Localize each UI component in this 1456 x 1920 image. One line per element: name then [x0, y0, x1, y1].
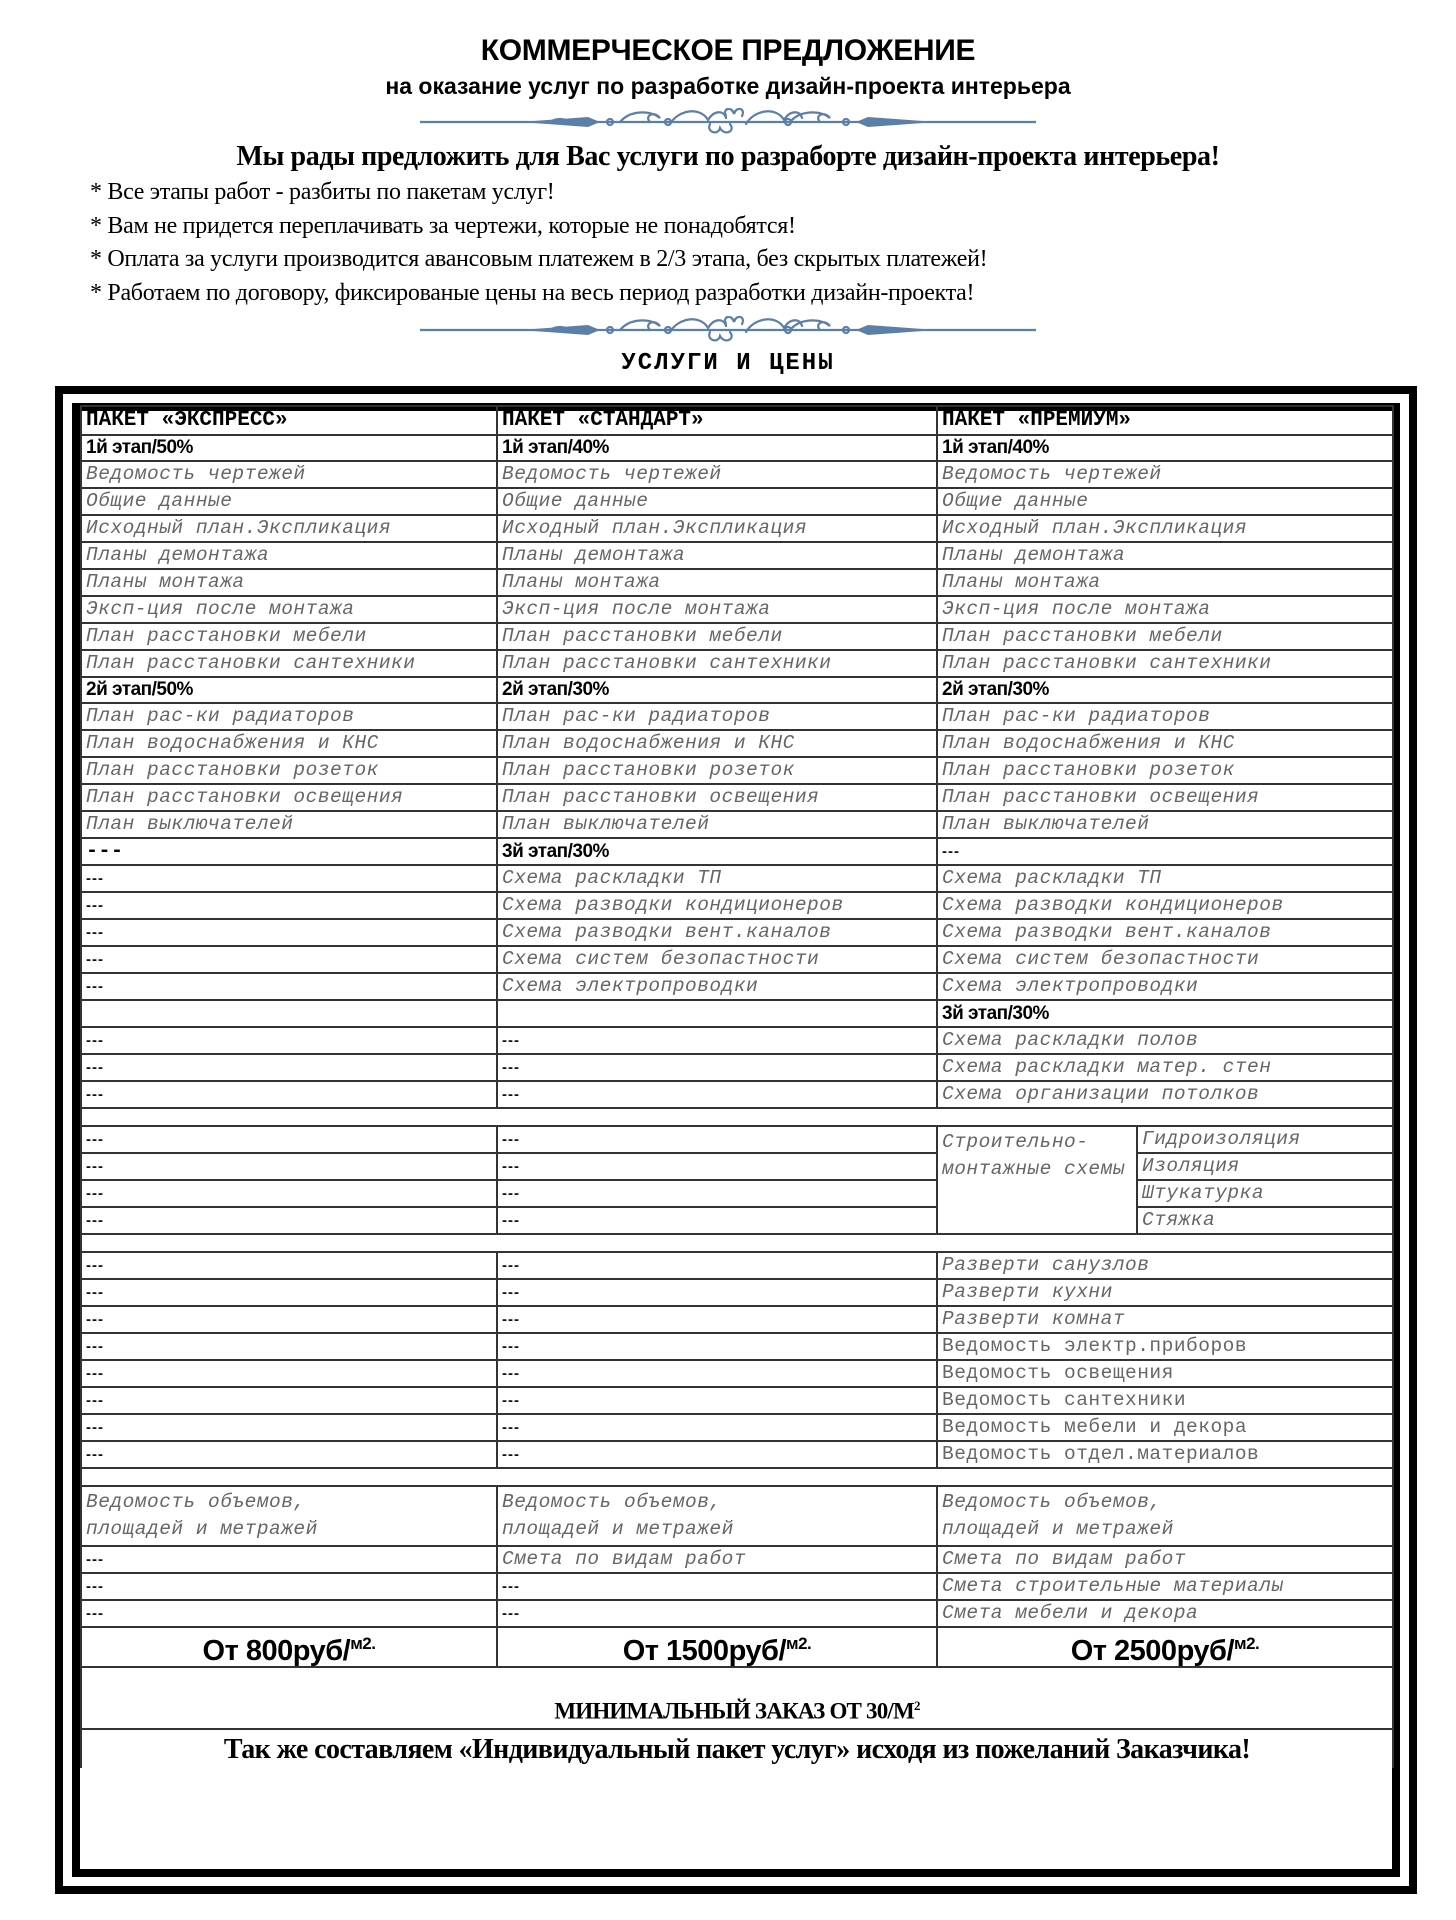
empty-marker: --- [81, 865, 497, 892]
table-row [81, 515, 1393, 542]
price-value: От 2500руб/ [1070, 1634, 1234, 1667]
spacer-cell [81, 1468, 1393, 1486]
table-row [81, 542, 1393, 569]
table-cell: План выключателей [81, 811, 497, 838]
table-cell: Эксп-ция после монтажа [497, 596, 937, 623]
table-row [81, 865, 1393, 892]
empty-marker: --- [81, 1081, 497, 1108]
table-row [81, 1441, 1393, 1468]
package-express-header: ПАКЕТ «ЭКСПРЕСС» [81, 406, 497, 435]
table-row [81, 946, 1393, 973]
table-cell: Изоляция [1137, 1153, 1393, 1180]
table-cell [497, 1486, 937, 1546]
table-cell: План расстановки розеток [81, 757, 497, 784]
empty-marker: --- [81, 1252, 497, 1279]
min-order-note [81, 1667, 1393, 1729]
empty-marker: --- [81, 1306, 497, 1333]
empty-marker: --- [81, 1441, 497, 1468]
empty-marker: --- [81, 1333, 497, 1360]
table-row [81, 1180, 1393, 1207]
individual-package-note: Так же составляем «Индивидуальный пакет услуг» исходя из пожеланий Заказчика! [81, 1729, 1393, 1768]
table-row [81, 838, 1393, 865]
empty-marker: --- [81, 946, 497, 973]
pricing-table [80, 405, 1394, 1768]
table-row [81, 757, 1393, 784]
empty-marker: --- [497, 1153, 937, 1180]
table-cell: План расстановки освещения [937, 784, 1393, 811]
table-row [81, 1486, 1393, 1546]
table-header-row [81, 406, 1393, 435]
empty-marker: --- [497, 1333, 937, 1360]
table-cell: Стяжка [1137, 1207, 1393, 1234]
table-cell: Схема систем безопастности [937, 946, 1393, 973]
price-standard [497, 1627, 937, 1667]
empty-marker: --- [497, 1207, 937, 1234]
empty-marker: --- [81, 1153, 497, 1180]
table-row [81, 811, 1393, 838]
price-express [81, 1627, 497, 1667]
empty-marker: --- [81, 1600, 497, 1627]
table-cell: Ведомость сантехники [937, 1387, 1393, 1414]
stage-label: 1й этап/50% [81, 435, 497, 461]
table-row [81, 730, 1393, 757]
table-cell: План рас-ки радиаторов [937, 703, 1393, 730]
ornament-divider-icon [420, 316, 1036, 346]
table-cell: Исходный план.Экспликация [497, 515, 937, 542]
table-cell: Смета строительные материалы [937, 1573, 1393, 1600]
price-value: От 800руб/ [202, 1634, 351, 1667]
table-row [81, 1600, 1393, 1627]
table-cell: План расстановки сантехники [497, 650, 937, 677]
table-cell: План расстановки мебели [81, 623, 497, 650]
table-cell: План выключателей [937, 811, 1393, 838]
construction-schemes-label: Строительно-монтажные схемы [937, 1126, 1137, 1234]
table-row [81, 703, 1393, 730]
table-cell: План расстановки розеток [937, 757, 1393, 784]
table-cell-line: Ведомость объемов, [502, 1491, 722, 1513]
table-row [81, 1054, 1393, 1081]
empty-marker: --- [497, 1279, 937, 1306]
individual-row [81, 1729, 1393, 1768]
table-row [81, 1414, 1393, 1441]
table-cell [937, 1486, 1393, 1546]
table-cell-line: площадей и метражей [502, 1518, 734, 1540]
table-row [81, 1207, 1393, 1234]
table-cell: Эксп-ция после монтажа [937, 596, 1393, 623]
min-order-sup: 2 [913, 1698, 920, 1714]
empty-marker: --- [497, 1126, 937, 1153]
table-cell: План расстановки мебели [937, 623, 1393, 650]
table-cell: Планы демонтажа [937, 542, 1393, 569]
table-cell: Схема систем безопастности [497, 946, 937, 973]
table-cell: Ведомость отдел.материалов [937, 1441, 1393, 1468]
table-row [81, 461, 1393, 488]
benefits-list [90, 176, 987, 310]
table-cell: Планы монтажа [81, 569, 497, 596]
table-cell: Разверти санузлов [937, 1252, 1393, 1279]
empty-marker: --- [81, 1414, 497, 1441]
table-cell: План расстановки сантехники [81, 650, 497, 677]
empty-marker: --- [497, 1081, 937, 1108]
table-cell: План рас-ки радиаторов [497, 703, 937, 730]
table-cell: Схема организации потолков [937, 1081, 1393, 1108]
spacer-row [81, 1108, 1393, 1126]
table-row [81, 569, 1393, 596]
stage-label: 2й этап/50% [81, 677, 497, 703]
empty-marker: --- [497, 1054, 937, 1081]
empty-marker: --- [81, 1573, 497, 1600]
table-cell: Смета по видам работ [937, 1546, 1393, 1573]
table-cell: Схема разводки кондиционеров [497, 892, 937, 919]
table-cell-line: Ведомость объемов, [86, 1491, 306, 1513]
table-row [81, 488, 1393, 515]
empty-marker: --- [497, 1600, 937, 1627]
empty-marker: --- [497, 1441, 937, 1468]
empty-marker: --- [81, 919, 497, 946]
table-cell: Общие данные [497, 488, 937, 515]
table-cell: План расстановки сантехники [937, 650, 1393, 677]
table-row [81, 1126, 1393, 1153]
table-cell: План водоснабжения и КНС [937, 730, 1393, 757]
table-cell: Схема раскладки матер. стен [937, 1054, 1393, 1081]
table-cell: Схема электропроводки [937, 973, 1393, 1000]
price-unit: м2. [786, 1633, 812, 1653]
table-cell-line: Ведомость объемов, [942, 1491, 1162, 1513]
empty-marker: --- [81, 838, 497, 865]
document-title: КОММЕРЧЕСКОЕ ПРЕДЛОЖЕНИЕ [480, 34, 976, 67]
table-row [81, 1252, 1393, 1279]
table-cell-line: площадей и метражей [942, 1518, 1174, 1540]
table-row [81, 650, 1393, 677]
empty-marker: --- [81, 1360, 497, 1387]
min-order-text: МИНИМАЛЬНЫЙ ЗАКАЗ ОТ 30/М [554, 1699, 914, 1724]
stage-label: 2й этап/30% [937, 677, 1393, 703]
table-row [81, 435, 1393, 461]
table-cell: План расстановки освещения [497, 784, 937, 811]
stage-label: 1й этап/40% [497, 435, 937, 461]
table-cell: План водоснабжения и КНС [81, 730, 497, 757]
empty-marker: --- [81, 1279, 497, 1306]
empty-marker: --- [81, 973, 497, 1000]
table-cell: Схема раскладки ТП [937, 865, 1393, 892]
table-cell: Ведомость чертежей [497, 461, 937, 488]
table-cell: Ведомость чертежей [81, 461, 497, 488]
benefit-item: * Все этапы работ - разбиты по пакетам услуг! [90, 179, 555, 205]
table-cell: Ведомость чертежей [937, 461, 1393, 488]
table-row [81, 1573, 1393, 1600]
table-cell: Схема раскладки ТП [497, 865, 937, 892]
table-row [81, 1279, 1393, 1306]
benefit-item: * Оплата за услуги производится авансовым платежем в 2/3 этапа, без скрытых платежей! [90, 246, 988, 272]
stage-label: 2й этап/30% [497, 677, 937, 703]
spacer-cell [81, 1108, 1393, 1126]
table-cell [81, 1486, 497, 1546]
spacer-cell [81, 1234, 1393, 1252]
empty-marker: --- [497, 1180, 937, 1207]
document-subtitle: на оказание услуг по разработке дизайн-проекта интерьера [385, 73, 1071, 99]
table-cell: План расстановки освещения [81, 784, 497, 811]
table-row [81, 1387, 1393, 1414]
table-cell: Ведомость электр.приборов [937, 1333, 1393, 1360]
table-row [81, 1333, 1393, 1360]
min-order-row [81, 1667, 1393, 1729]
table-cell: Ведомость мебели и декора [937, 1414, 1393, 1441]
table-row [81, 677, 1393, 703]
table-cell: Исходный план.Экспликация [937, 515, 1393, 542]
spacer-row [81, 1234, 1393, 1252]
ornament-divider-icon [420, 108, 1036, 138]
empty-marker: --- [81, 1126, 497, 1153]
section-title: УСЛУГИ И ЦЕНЫ [621, 350, 835, 377]
price-value: От 1500руб/ [622, 1634, 786, 1667]
table-row [81, 1081, 1393, 1108]
package-premium-header: ПАКЕТ «ПРЕМИУМ» [937, 406, 1393, 435]
table-cell: Смета по видам работ [497, 1546, 937, 1573]
table-cell: Общие данные [81, 488, 497, 515]
price-premium [937, 1627, 1393, 1667]
benefit-item: * Работаем по договору, фиксированые цены на весь период разработки дизайн-проекта! [90, 279, 975, 306]
table-cell: Схема электропроводки [497, 973, 937, 1000]
empty-marker: --- [497, 1573, 937, 1600]
table-row [81, 1153, 1393, 1180]
table-cell: Разверти комнат [937, 1306, 1393, 1333]
empty-marker: --- [81, 1207, 497, 1234]
table-cell: План выключателей [497, 811, 937, 838]
empty-marker: --- [81, 1387, 497, 1414]
empty-marker: --- [937, 838, 1393, 865]
table-cell: Гидроизоляция [1137, 1126, 1393, 1153]
empty-marker: --- [497, 1387, 937, 1414]
table-cell: Планы монтажа [937, 569, 1393, 596]
table-row [81, 892, 1393, 919]
intro-headline: Мы рады предложить для Вас услуги по разраборте дизайн-проекта интерьера! [236, 141, 1220, 172]
table-row [81, 1027, 1393, 1054]
table-row [81, 973, 1393, 1000]
empty-marker: --- [81, 892, 497, 919]
table-cell: Исходный план.Экспликация [81, 515, 497, 542]
table-cell: Схема разводки вент.каналов [497, 919, 937, 946]
table-cell: Схема раскладки полов [937, 1027, 1393, 1054]
table-cell [497, 1000, 937, 1027]
package-standard-header: ПАКЕТ «СТАНДАРТ» [497, 406, 937, 435]
table-cell: Схема разводки вент.каналов [937, 919, 1393, 946]
table-cell: План водоснабжения и КНС [497, 730, 937, 757]
table-row [81, 919, 1393, 946]
spacer-row [81, 1468, 1393, 1486]
empty-marker: --- [81, 1546, 497, 1573]
table-cell: Планы демонтажа [497, 542, 937, 569]
price-unit: м2. [1234, 1633, 1260, 1653]
price-row [81, 1627, 1393, 1667]
empty-marker: --- [81, 1180, 497, 1207]
table-row [81, 784, 1393, 811]
table-row [81, 596, 1393, 623]
stage-label: 3й этап/30% [937, 1000, 1393, 1027]
stage-label: 3й этап/30% [497, 838, 937, 865]
empty-marker: --- [81, 1027, 497, 1054]
table-row [81, 1000, 1393, 1027]
empty-marker: --- [497, 1252, 937, 1279]
table-cell: Планы монтажа [497, 569, 937, 596]
table-cell-line: площадей и метражей [86, 1518, 318, 1540]
table-cell: Смета мебели и декора [937, 1600, 1393, 1627]
table-cell: Эксп-ция после монтажа [81, 596, 497, 623]
empty-marker: --- [497, 1360, 937, 1387]
table-row [81, 1546, 1393, 1573]
empty-marker: --- [497, 1306, 937, 1333]
table-cell: Планы демонтажа [81, 542, 497, 569]
table-cell: Схема разводки кондиционеров [937, 892, 1393, 919]
table-cell: План расстановки мебели [497, 623, 937, 650]
table-cell: Ведомость освещения [937, 1360, 1393, 1387]
benefit-item: * Вам не придется переплачивать за чертежи, которые не понадобятся! [90, 212, 796, 239]
stage-label: 1й этап/40% [937, 435, 1393, 461]
empty-marker: --- [81, 1054, 497, 1081]
table-row [81, 1306, 1393, 1333]
empty-marker: --- [497, 1027, 937, 1054]
table-cell: План расстановки розеток [497, 757, 937, 784]
table-cell: План рас-ки радиаторов [81, 703, 497, 730]
table-cell: Общие данные [937, 488, 1393, 515]
price-unit: м2. [350, 1633, 376, 1653]
table-cell: Разверти кухни [937, 1279, 1393, 1306]
table-row [81, 623, 1393, 650]
table-cell [81, 1000, 497, 1027]
table-cell: Штукатурка [1137, 1180, 1393, 1207]
table-row [81, 1360, 1393, 1387]
empty-marker: --- [497, 1414, 937, 1441]
